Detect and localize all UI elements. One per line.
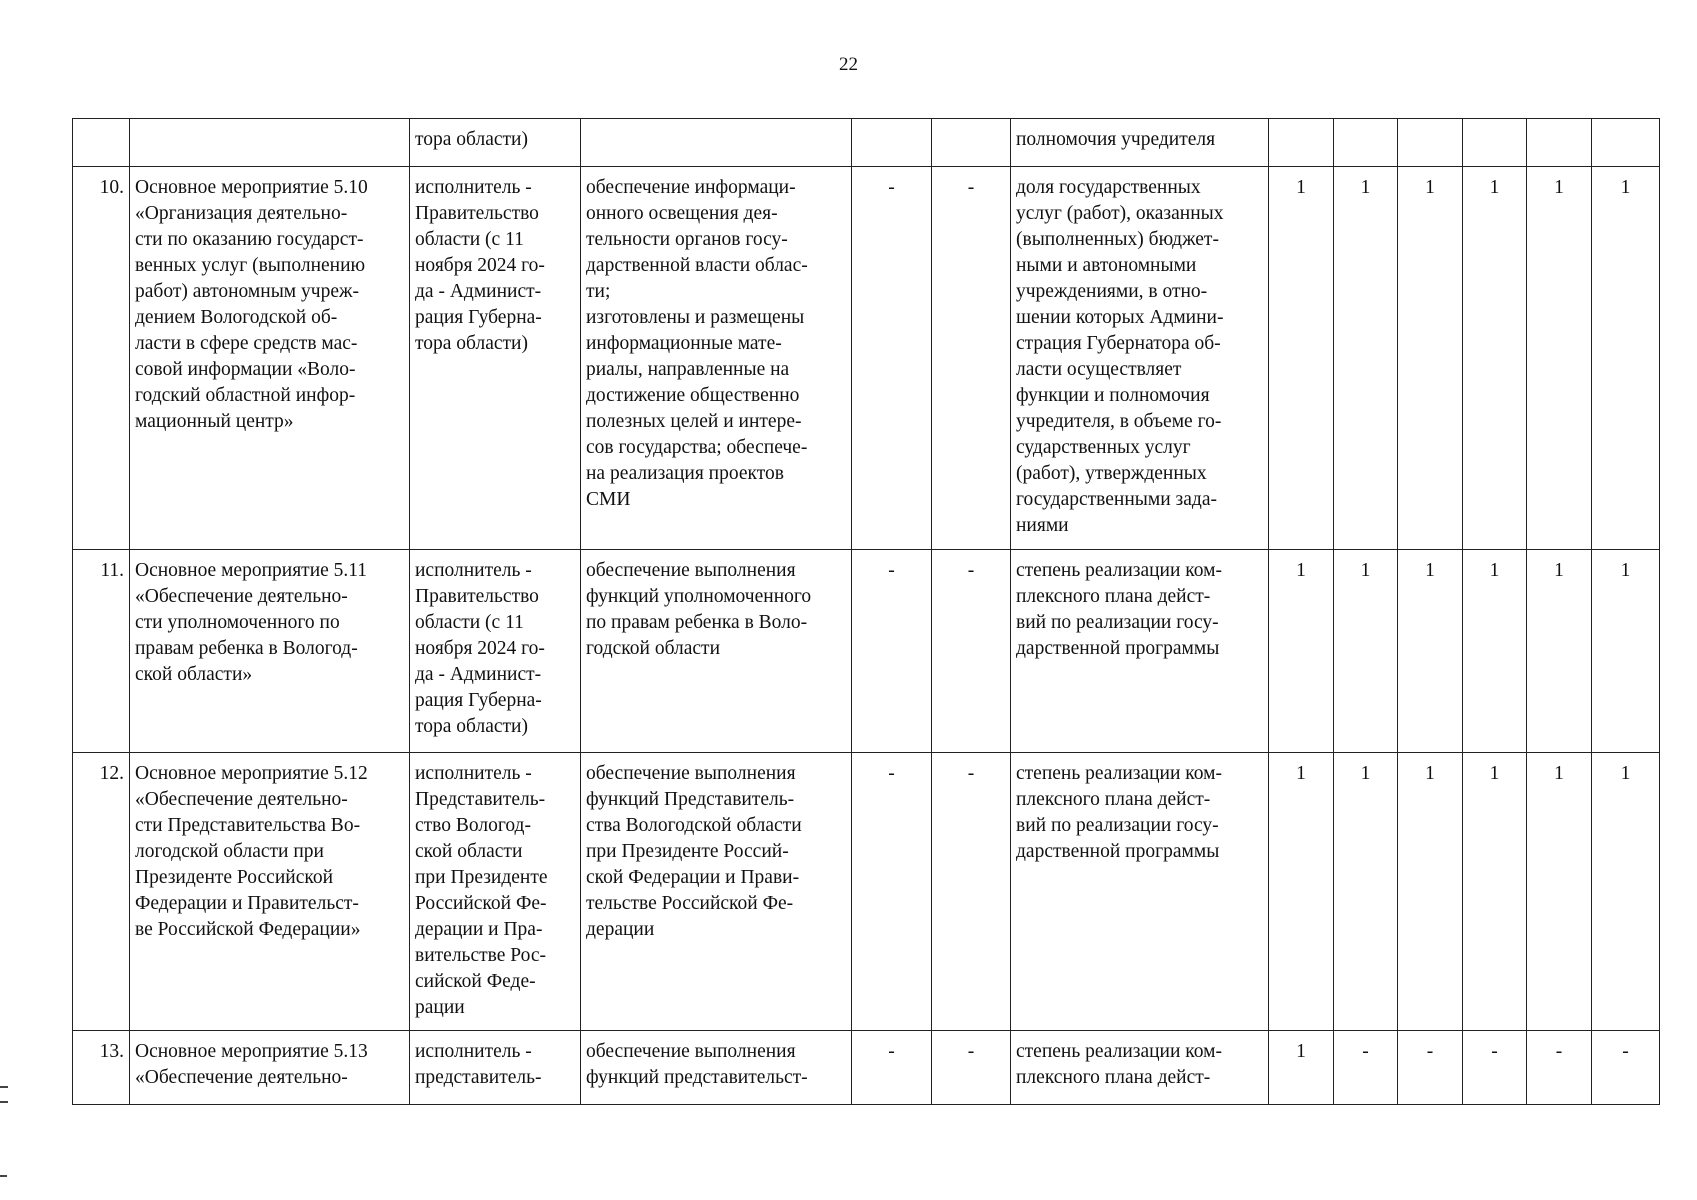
year-value xyxy=(1398,119,1463,167)
scan-mark xyxy=(0,1101,8,1103)
year-value: 1 xyxy=(1334,753,1398,1031)
year-value: 1 xyxy=(1334,167,1398,550)
year-value: 1 xyxy=(1463,167,1527,550)
year-value: - xyxy=(1398,1031,1463,1105)
table-row xyxy=(73,167,1660,550)
expected-result: обеспечение информаци- онного освещения дея- тельности органов госу- дарственной власти облас- ти; изготовлены и размещены информационные мате- риалы, направленные на достижение общественно полезных целей и интере- сов государства; обеспече- на реализация проектов СМИ xyxy=(581,167,852,550)
year-value: 1 xyxy=(1398,753,1463,1031)
row-number: 11. xyxy=(73,550,130,753)
year-value: - xyxy=(1527,1031,1592,1105)
expected-result: обеспечение выполнения функций уполномоченного по правам ребенка в Воло- годской области xyxy=(581,550,852,753)
year-value: 1 xyxy=(1592,167,1660,550)
indicator: полномочия учредителя xyxy=(1011,119,1269,167)
table-row xyxy=(73,753,1660,1031)
column-5-value: - xyxy=(852,753,932,1031)
year-value: 1 xyxy=(1463,753,1527,1031)
table-row xyxy=(73,550,1660,753)
row-number: 13. xyxy=(73,1031,130,1105)
indicator: степень реализации ком- плексного плана дейст- вий по реализации госу- дарственной программы xyxy=(1011,753,1269,1031)
expected-result: обеспечение выполнения функций Представитель- ства Вологодской области при Президенте Россий- ской Федерации и Прави- тельстве Российской Фе- дерации xyxy=(581,753,852,1031)
year-value: - xyxy=(1334,1031,1398,1105)
executor: исполнитель - Правительство области (с 11 ноября 2024 го- да - Админист- рация Губерна- тора области) xyxy=(410,550,581,753)
event-name: Основное мероприятие 5.13 «Обеспечение деятельно- xyxy=(130,1031,410,1105)
column-5-value: - xyxy=(852,167,932,550)
expected-result: обеспечение выполнения функций представительст- xyxy=(581,1031,852,1105)
year-value: 1 xyxy=(1463,550,1527,753)
indicator: степень реализации ком- плексного плана дейст- вий по реализации госу- дарственной программы xyxy=(1011,550,1269,753)
column-5-value: - xyxy=(852,550,932,753)
year-value: 1 xyxy=(1592,550,1660,753)
row-number: 10. xyxy=(73,167,130,550)
year-value: - xyxy=(1592,1031,1660,1105)
row-number: 12. xyxy=(73,753,130,1031)
scan-mark xyxy=(0,1175,7,1177)
column-6-value: - xyxy=(932,550,1011,753)
executor: тора области) xyxy=(410,119,581,167)
column-6-value: - xyxy=(932,753,1011,1031)
event-name: Основное мероприятие 5.10 «Организация деятельно- сти по оказанию государст- венных услуг (выполнению работ) автономным учреж- дением Вологодской об- ласти в сфере средств мас- совой информации «Воло- годский областной инфор- мационный центр» xyxy=(130,167,410,550)
executor: исполнитель - Правительство области (с 11 ноября 2024 го- да - Админист- рация Губерна- тора области) xyxy=(410,167,581,550)
page-number: 22 xyxy=(839,54,858,75)
year-value: 1 xyxy=(1527,167,1592,550)
year-value: 1 xyxy=(1334,550,1398,753)
year-value xyxy=(1334,119,1398,167)
year-value: - xyxy=(1463,1031,1527,1105)
program-table xyxy=(72,118,1660,1105)
year-value: 1 xyxy=(1269,1031,1334,1105)
column-6-value xyxy=(932,119,1011,167)
year-value: 1 xyxy=(1527,753,1592,1031)
year-value xyxy=(1527,119,1592,167)
year-value: 1 xyxy=(1269,550,1334,753)
column-5-value: - xyxy=(852,1031,932,1105)
executor: исполнитель - представитель- xyxy=(410,1031,581,1105)
column-6-value: - xyxy=(932,1031,1011,1105)
year-value: 1 xyxy=(1398,167,1463,550)
executor: исполнитель - Представитель- ство Вологод- ской области при Президенте Российской Фе- дерации и Пра- вительстве Рос- сийской Феде- рации xyxy=(410,753,581,1031)
year-value: 1 xyxy=(1269,753,1334,1031)
indicator: степень реализации ком- плексного плана дейст- xyxy=(1011,1031,1269,1105)
table-row xyxy=(73,119,1660,167)
expected-result xyxy=(581,119,852,167)
indicator: доля государственных услуг (работ), оказанных (выполненных) бюджет- ными и автономными учреждениями, в отно- шении которых Админи- страция Губернатора об- ласти осуществляет функции и полномочия учредителя, в объеме го- сударственных услуг (работ), утвержденных государственными зада- ниями xyxy=(1011,167,1269,550)
year-value xyxy=(1269,119,1334,167)
table-row xyxy=(73,1031,1660,1105)
event-name: Основное мероприятие 5.11 «Обеспечение деятельно- сти уполномоченного по правам ребенка в Вологод- ской области» xyxy=(130,550,410,753)
year-value: 1 xyxy=(1592,753,1660,1031)
year-value: 1 xyxy=(1269,167,1334,550)
year-value: 1 xyxy=(1398,550,1463,753)
event-name: Основное мероприятие 5.12 «Обеспечение деятельно- сти Представительства Во- логодской области при Президенте Российской Федерации и Правительст- ве Российской Федерации» xyxy=(130,753,410,1031)
event-name xyxy=(130,119,410,167)
year-value xyxy=(1592,119,1660,167)
scan-mark xyxy=(0,1086,8,1088)
row-number xyxy=(73,119,130,167)
year-value xyxy=(1463,119,1527,167)
year-value: 1 xyxy=(1527,550,1592,753)
column-6-value: - xyxy=(932,167,1011,550)
column-5-value xyxy=(852,119,932,167)
